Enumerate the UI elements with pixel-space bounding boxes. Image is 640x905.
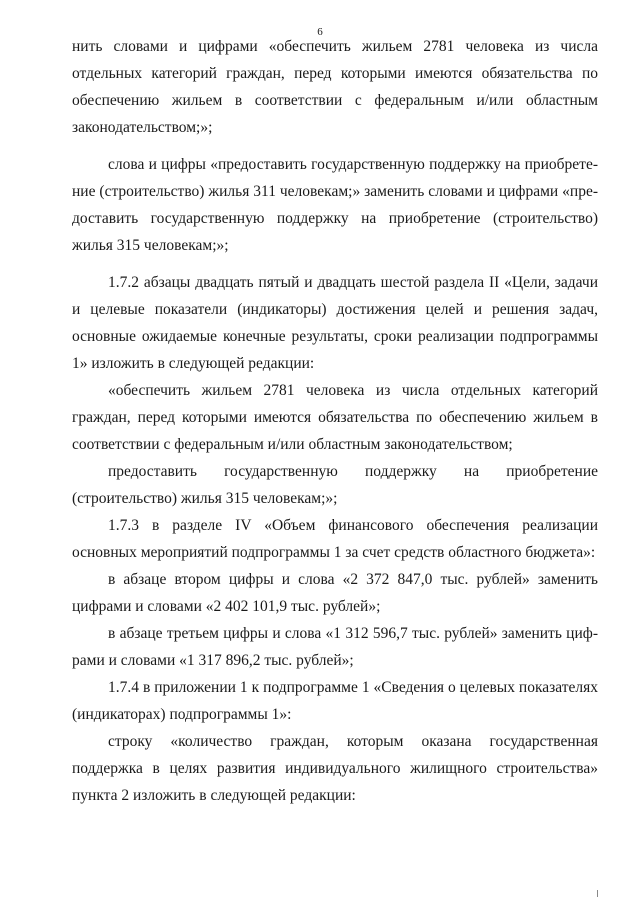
paragraph-quoted-housing: «обеспечить жильем 2781 человека из числа отдельных категорий граждан, перед которыми имеются обязательства по обеспечению жильем в соответствии с федеральным и/или областным законодательством;: [72, 382, 598, 453]
page-number: 6: [317, 26, 323, 38]
paragraph-1-7-3: 1.7.3 в разделе IV «Объем финансового обеспечения реализации основных мероприятий подпрограммы 1 за счет средств областного бюджета»:: [72, 517, 598, 561]
document-body: [72, 33, 598, 809]
paragraph-second-abzac: в абзаце втором цифры и слова «2 372 847,0 тыс. рублей» заменить цифрами и словами «2 402 101,9 тыс. рублей»;: [72, 571, 598, 615]
paragraph-words-and-figures: слова и цифры «предоставить государственную поддержку на приобретение (строительство) жилья 311 человекам;» заменить словами и цифрами «предоставить государственную поддержку на приобретение (строительство) жилья 315 человекам;»;: [72, 156, 598, 254]
paragraph-row-statement: строку «количество граждан, которым оказана государственная поддержка в целях развития индивидуального жилищного строительства» пункта 2 изложить в следующей редакции:: [72, 733, 598, 804]
paragraph-1-7-4: 1.7.4 в приложении 1 к подпрограмме 1 «Сведения о целевых показателях (индикаторах) подпрограммы 1»:: [72, 679, 598, 723]
paragraph-continuation: нить словами и цифрами «обеспечить жильем 2781 человека из числа отдельных категорий граждан, перед которыми имеются обязательства по обеспечению жильем в соответствии с федеральным и/или областным законодательством;»;: [72, 38, 598, 136]
paragraph-1-7-2: 1.7.2 абзацы двадцать пятый и двадцать шестой раздела II «Цели, задачи и целевые показатели (индикаторы) достижения целей и решения задач, основные ожидаемые конечные результаты, сроки реализации подпрограммы 1» изложить в следующей редакции:: [72, 274, 598, 372]
scan-mark: [597, 890, 598, 897]
paragraph-third-abzac: в абзаце третьем цифры и слова «1 312 596,7 тыс. рублей» заменить цифрами и словами «1 317 896,2 тыс. рублей»;: [72, 625, 598, 669]
paragraph-quoted-support: предоставить государственную поддержку на приобретение (строительство) жилья 315 человекам;»;: [72, 463, 598, 507]
